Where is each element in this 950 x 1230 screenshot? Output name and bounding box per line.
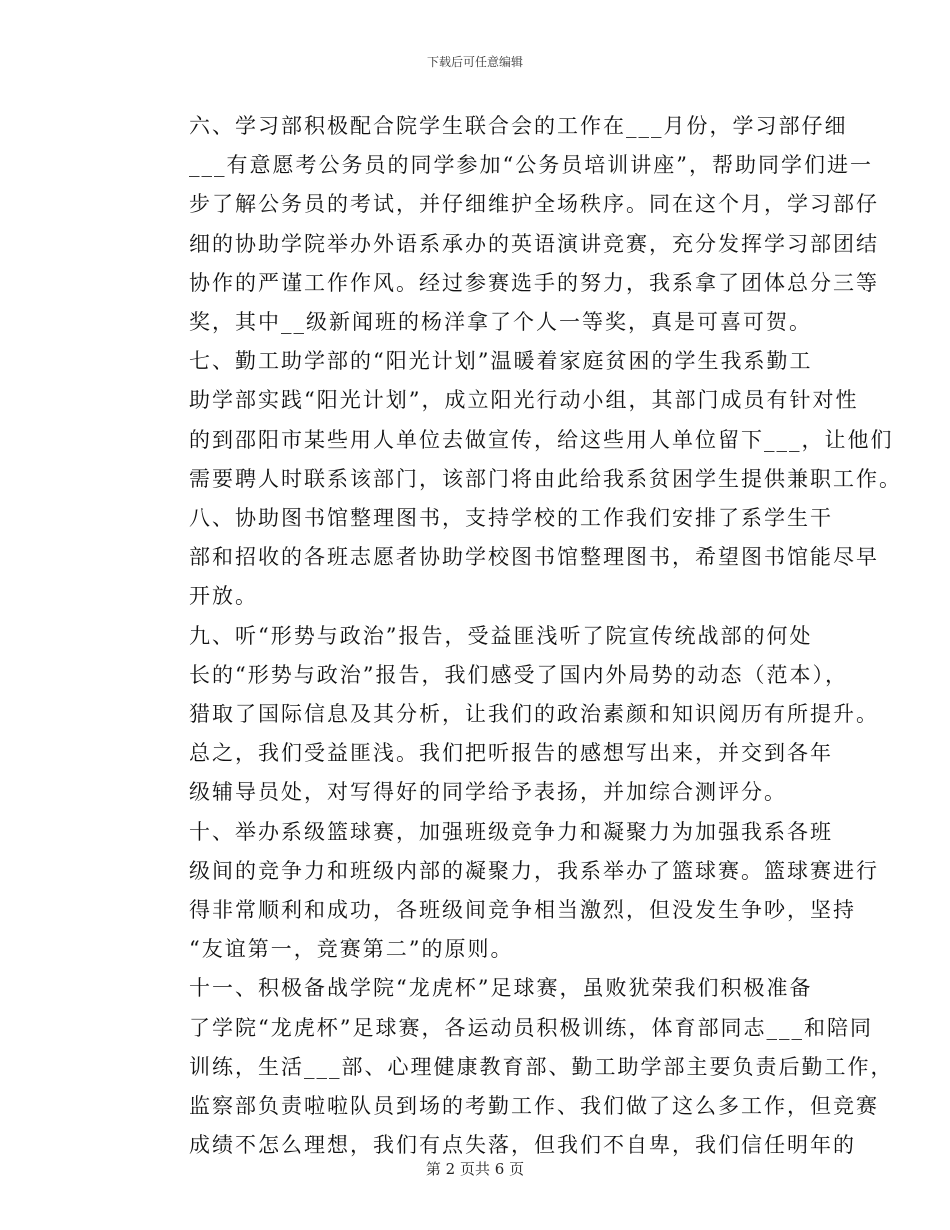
text-line: 总之，我们受益匪浅。我们把听报告的感想写出来，并交到各年 — [189, 741, 833, 766]
paragraph-9 — [143, 617, 879, 735]
text-line: 助学部实践“阳光计划”，成立阳光行动小组，其部门成员有针对性 — [189, 388, 859, 413]
text-line: 级辅导员处，对写得好的同学给予表扬，并加综合测评分。 — [189, 780, 787, 805]
text-line: 开放。 — [189, 584, 258, 609]
text-line: 猎取了国际信息及其分析，让我们的政治素颜和知识阅历有所提升。 — [189, 702, 879, 727]
text-line: 七、勤工助学部的“阳光计划”温暖着家庭贫困的学生我系勤工 — [189, 349, 813, 374]
text-line: 长的“形势与政治”报告，我们感受了国内外局势的动态（范本）， — [189, 662, 848, 687]
text-line: 十一、积极备战学院“龙虎杯”足球赛，虽败犹荣我们积极准备 — [189, 976, 813, 1001]
paragraph-summary — [143, 734, 833, 812]
paragraph-8 — [143, 499, 879, 617]
text-line: 监察部负责啦啦队员到场的考勤工作、我们做了这么多工作，但竞赛 — [189, 1094, 879, 1119]
text-line: 八、协助图书馆整理图书，支持学校的工作我们安排了系学生干 — [189, 506, 833, 531]
text-line: 协作的严谨工作作风。经过参赛选手的努力，我系拿了团体总分三等 — [189, 270, 879, 295]
text-line: 部和招收的各班志愿者协助学校图书馆整理图书，希望图书馆能尽早 — [189, 545, 879, 570]
text-line: 得非常顺利和成功，各班级间竞争相当激烈，但没发生争吵，坚持 — [189, 898, 856, 923]
text-line: 训练，生活___部、心理健康教育部、勤工助学部主要负责后勤工作， — [189, 1054, 894, 1079]
document-body — [143, 107, 902, 1165]
text-line: 九、听“形势与政治”报告，受益匪浅听了院宣传统战部的何处 — [189, 623, 813, 648]
text-line: 步了解公务员的考试，并仔细维护全场秩序。同在这个月，学习部仔 — [189, 192, 879, 217]
text-line: 的到邵阳市某些用人单位去做宣传，给这些用人单位留下___，让他们 — [189, 427, 894, 452]
text-line: “友谊第一，竞赛第二”的原则。 — [189, 937, 514, 962]
text-line: ___有意愿考公务员的同学参加“公务员培训讲座”，帮助同学们进一 — [189, 153, 873, 178]
text-line: 六、学习部积极配合院学生联合会的工作在___月份，学习部仔细 — [189, 114, 848, 138]
paragraph-11 — [143, 969, 894, 1165]
text-line: 十、举办系级篮球赛，加强班级竞争力和凝聚力为加强我系各班 — [189, 819, 833, 844]
text-line: 需要聘人时联系该部门，该部门将由此给我系贫困学生提供兼职工作。 — [189, 466, 902, 491]
text-line: 细的协助学院举办外语系承办的英语演讲竞赛，充分发挥学习部团结 — [189, 231, 879, 256]
text-line: 奖，其中__级新闻班的杨洋拿了个人一等奖，真是可喜可贺。 — [189, 310, 812, 335]
page-footer: 第 2 页共 6 页 — [425, 1160, 525, 1178]
paragraph-10 — [143, 813, 879, 970]
page-header: 下载后可任意编辑 — [426, 55, 523, 69]
text-line: 成绩不怎么理想，我们有点失落，但我们不自卑，我们信任明年的 — [189, 1133, 856, 1158]
text-line: 级间的竞争力和班级内部的凝聚力，我系举办了篮球赛。篮球赛进行 — [189, 858, 879, 883]
paragraph-7 — [143, 342, 902, 499]
paragraph-6 — [143, 107, 879, 342]
text-line: 了学院“龙虎杯”足球赛，各运动员积极训练，体育部同志___和陪同 — [189, 1015, 873, 1040]
